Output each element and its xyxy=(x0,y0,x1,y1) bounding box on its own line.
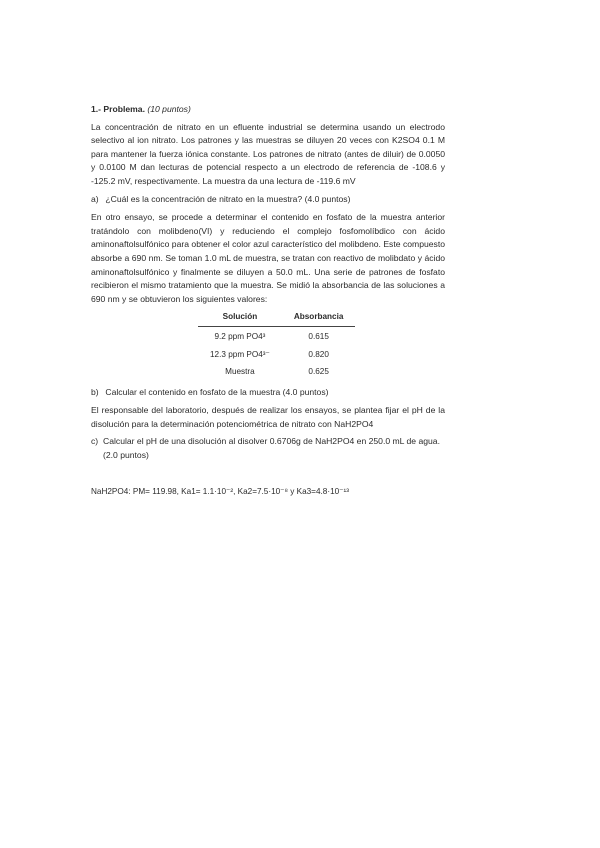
table-header-row xyxy=(198,310,355,326)
table-row xyxy=(198,345,355,363)
table-row xyxy=(198,362,355,380)
question-c-text: Calcular el pH de una disolución al disolver 0.6706g de NaH2PO4 en 250.0 mL de agua. (2.0 puntos) xyxy=(103,436,440,461)
problem-heading xyxy=(91,103,445,117)
absorbance-table-wrap xyxy=(198,310,445,379)
paragraph-ph: El responsable del laboratorio, después de realizar los ensayos, se plantea fijar el pH de la disolución para la determinación potenciométrica de nitrato con NaH2PO4 xyxy=(91,405,445,429)
table-header-absorbance: Absorbancia xyxy=(282,310,356,326)
table-cell-absorbance: 0.625 xyxy=(308,367,329,377)
paragraph-phosphate: En otro ensayo, se procede a determinar el contenido en fosfato de la muestra anterior tratándolo con molibdeno(VI) y reduciendo el complejo fosfomolíbdico con ácido aminonaftolsulfónico para obtener el color azul característico del molibdeno. Este compuesto absorbe a 690 nm. Se toman 1.0 mL de muestra, se tratan con reactivo de molibdato y ácido aminonaftolsulfónico y finalmente se diluyen a 50.0 mL. Una serie de patrones de fosfato recibieron el mismo tratamiento que la muestra. Se midió la absorbancia de las soluciones a 690 nm y se obtuvieron los siguientes valores: xyxy=(91,212,445,304)
problem-title: 1.- Problema. xyxy=(91,104,145,114)
absorbance-table xyxy=(198,310,355,379)
question-c xyxy=(91,435,445,462)
table-cell-solution: 12.3 ppm PO4³⁻ xyxy=(210,349,270,359)
table-cell-solution: Muestra xyxy=(225,367,255,377)
table-cell-absorbance: 0.615 xyxy=(308,331,329,341)
question-a xyxy=(91,193,445,207)
question-a-text: ¿Cuál es la concentración de nitrato en la muestra? (4.0 puntos) xyxy=(105,193,351,204)
question-a-label: a) xyxy=(91,193,99,204)
paragraph-nitrate: La concentración de nitrato en un efluente industrial se determina usando un electrodo selectivo al ion nitrato. Los patrones y las muestras se diluyen 20 veces con K2SO4 0.1 M para mantener la fuerza iónica constante. Los patrones de nitrato (antes de diluir) de 0.0050 y 0.0100 M dan lecturas de potencial respecto a un electrodo de referencia de -108.6 y -125.2 mV, respectivamente. La muestra da una lectura de -119.6 mV xyxy=(91,121,445,186)
table-cell-solution: 9.2 ppm PO4³ xyxy=(214,331,266,341)
question-b-label: b) xyxy=(91,386,99,397)
table-row xyxy=(198,326,355,344)
document-page xyxy=(91,103,445,498)
problem-points: (10 puntos) xyxy=(147,104,191,114)
table-cell-absorbance: 0.820 xyxy=(308,349,329,359)
question-b-text: Calcular el contenido en fosfato de la muestra (4.0 puntos) xyxy=(105,386,329,397)
table-header-solution: Solución xyxy=(198,310,282,326)
question-b xyxy=(91,386,445,400)
question-c-label: c) xyxy=(91,436,99,447)
constants-footnote: NaH2PO4: PM= 119.98, Ka1= 1.1·10⁻², Ka2=7.5·10⁻⁸ y Ka3=4.8·10⁻¹³ xyxy=(91,486,349,496)
